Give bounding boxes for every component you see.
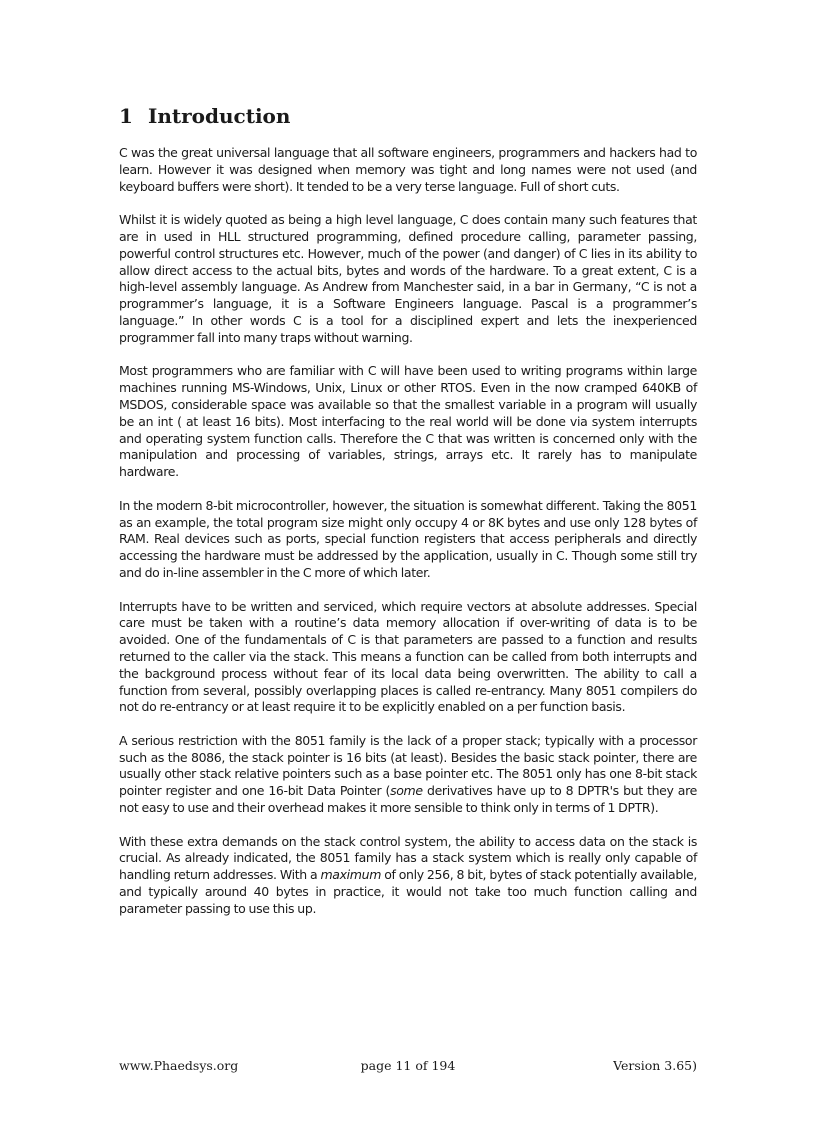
paragraph-7 bbox=[119, 834, 697, 918]
section-number: 1 bbox=[119, 104, 133, 128]
paragraph-6-text-end: derivatives have up to 8 DPTR's but they are not easy to use and their overhead makes it more sensible to think only in terms of 1 DPTR). bbox=[119, 783, 697, 816]
emphasis-some: some bbox=[390, 783, 423, 799]
section-heading bbox=[119, 101, 290, 131]
paragraph-3: Most programmers who are familiar with C will have been used to writing programs within large machines running MS-Windows, Unix, Linux or other RTOS. Even in the now cramped 640KB of MSDOS, considerable space was available so that the smallest variable in a program will usually be an int ( at least 16 bits). Most interfacing to the real world will be done via system interrupts and operating system function calls. Therefore the C that was written is concerned only with the manipulation and processing of variables, strings, arrays etc. It rarely has to manipulate hardware. bbox=[119, 363, 697, 480]
paragraph-5: Interrupts have to be written and serviced, which require vectors at absolute addresses. Special care must be taken with a routine’s data memory allocation if over-writing of data is to be avoided. One of the fundamentals of C is that parameters are passed to a function and results returned to the caller via the stack. This means a function can be called from both interrupts and the background process without fear of its local data being overwritten. The ability to call a function from several, possibly overlapping places is called re-entrancy. Many 8051 compilers do not do re-entrancy or at least require it to be explicitly enabled on a per function basis. bbox=[119, 598, 697, 715]
footer-page-number: page 11 of 194 bbox=[360, 1058, 456, 1073]
page-footer bbox=[119, 1057, 697, 1075]
paragraph-2: Whilst it is widely quoted as being a high level language, C does contain many such features that are in used in HLL structured programming, defined procedure calling, parameter passing, powerful control structures etc. However, much of the power (and danger) of C lies in its ability to allow direct access to the actual bits, bytes and words of the hardware. To a great extent, C is a high-level assembly language. As Andrew from Manchester said, in a bar in Germany, “C is not a programmer’s language, it is a Software Engineers language. Pascal is a programmer’s language.” In other words C is a tool for a disciplined expert and lets the inexperienced programmer fall into many traps without warning. bbox=[119, 212, 697, 345]
paragraph-7-text-end: of only 256, 8 bit, bytes of stack potentially available, and typically around 40 bytes in practice, it would not take too much function calling and parameter passing to use this up. bbox=[119, 867, 697, 916]
footer-version: Version 3.65) bbox=[613, 1058, 697, 1073]
paragraph-6-text-start: A serious restriction with the 8051 family is the lack of a proper stack; typically with a processor such as the 8086, the stack pointer is 16 bits (at least). Besides the basic stack pointer, there are usually other stack relative pointers such as a base pointer etc. The 8051 only has one 8-bit stack pointer register and one 16-bit Data Pointer ( bbox=[119, 732, 697, 799]
section-title: Introduction bbox=[148, 104, 291, 128]
paragraph-7-text-start: With these extra demands on the stack control system, the ability to access data on the stack is crucial. As already indicated, the 8051 family has a stack system which is really only capable of handling return addresses. With a bbox=[119, 833, 697, 883]
document-page bbox=[119, 0, 697, 1123]
paragraph-6 bbox=[119, 733, 697, 817]
emphasis-maximum: maximum bbox=[320, 867, 382, 883]
paragraph-1: C was the great universal language that all software engineers, programmers and hackers had to learn. However it was designed when memory was tight and long names were not used (and keyboard buffers were short). It tended to be a very terse language. Full of short cuts. bbox=[119, 145, 697, 194]
footer-website: www.Phaedsys.org bbox=[119, 1058, 239, 1073]
body-text bbox=[119, 145, 697, 934]
paragraph-4: In the modern 8-bit microcontroller, however, the situation is somewhat different. Taking the 8051 as an example, the total program size might only occupy 4 or 8K bytes and use only 128 bytes of RAM. Real devices such as ports, special function registers that access peripherals and directly accessing the hardware must be addressed by the application, usually in C. Though some still try and do in-line assembler in the C more of which later. bbox=[119, 497, 697, 580]
